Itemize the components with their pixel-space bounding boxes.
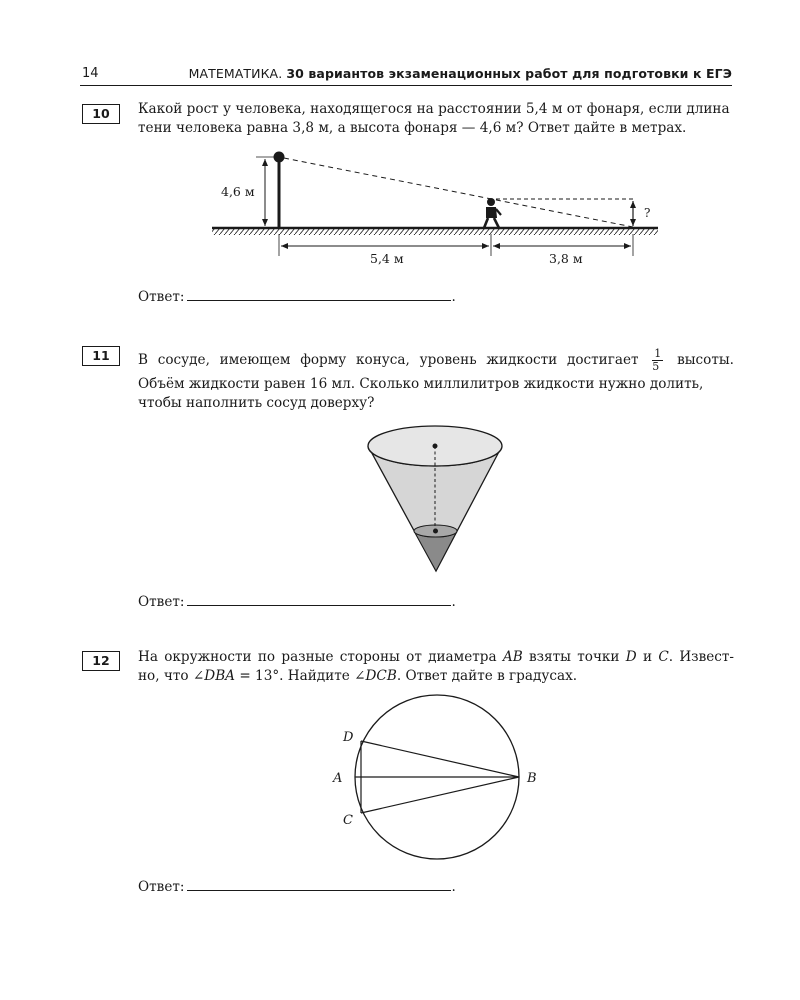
task-10-answer: Ответ: . [138,289,456,305]
task-number-10: 10 [82,104,120,124]
task-12-text: взяты точки [522,649,626,665]
page-number: 14 [82,66,99,81]
task-10-line: тени человека равна 3,8 м, а высота фонаря — 4,6 м? Ответ дайте в метрах. [138,120,687,136]
task-11-text-after: высоты. [677,352,734,368]
fraction-numerator: 1 [654,347,662,360]
segment-CB [361,777,519,813]
task-12-text: но, что ∠ [138,668,205,684]
label-D: D [343,730,354,745]
answer-label: Ответ: [138,594,185,610]
var-DBA: DBA [204,668,236,684]
answer-label: Ответ: [138,289,185,305]
var-D: D [625,649,637,665]
shadow-label: 3,8 м [549,251,583,266]
task-12-text: . Ответ дайте в градусах. [396,668,578,684]
task-12-text: = 13°. Найдите ∠ [235,668,366,684]
var-C: C [658,649,669,665]
var-DCB: DCB [365,668,397,684]
label-A: A [333,771,343,786]
task-10-line: Какой рост у человека, находящегося на расстоянии 5,4 м от фонаря, если длина [138,101,730,117]
fraction-denominator: 5 [652,360,660,373]
task-11-text-before: В сосуде, имеющем форму конуса, уровень жидкости достигает [138,352,639,368]
task-number-12: 12 [82,651,120,671]
var-AB: AB [502,649,523,665]
distance-label: 5,4 м [370,251,404,266]
task-11-line: чтобы наполнить сосуд доверху? [138,395,375,411]
header-subject: МАТЕМАТИКА. [188,66,283,81]
answer-field-12[interactable] [187,878,451,891]
task-11-answer: Ответ: . [138,594,456,610]
segment-DB [361,741,519,777]
answer-label: Ответ: [138,879,185,895]
unknown-height-label: ? [644,206,651,220]
task-12-text: . Извест- [668,649,735,665]
task-12-answer: Ответ: . [138,879,456,895]
header-book-title: 30 вариантов экзаменационных работ для подготовки к ЕГЭ [286,66,732,81]
task-12-text: На окружности по разные стороны от диаметра [138,649,503,665]
lamp-height-label: 4,6 м [221,184,255,199]
task-12-text: и [636,649,659,665]
task-11-line: Объём жидкости равен 16 мл. Сколько миллилитров жидкости нужно долить, [138,376,704,392]
label-B: B [527,771,537,786]
task-number-11: 11 [82,346,120,366]
label-C: C [343,813,353,828]
